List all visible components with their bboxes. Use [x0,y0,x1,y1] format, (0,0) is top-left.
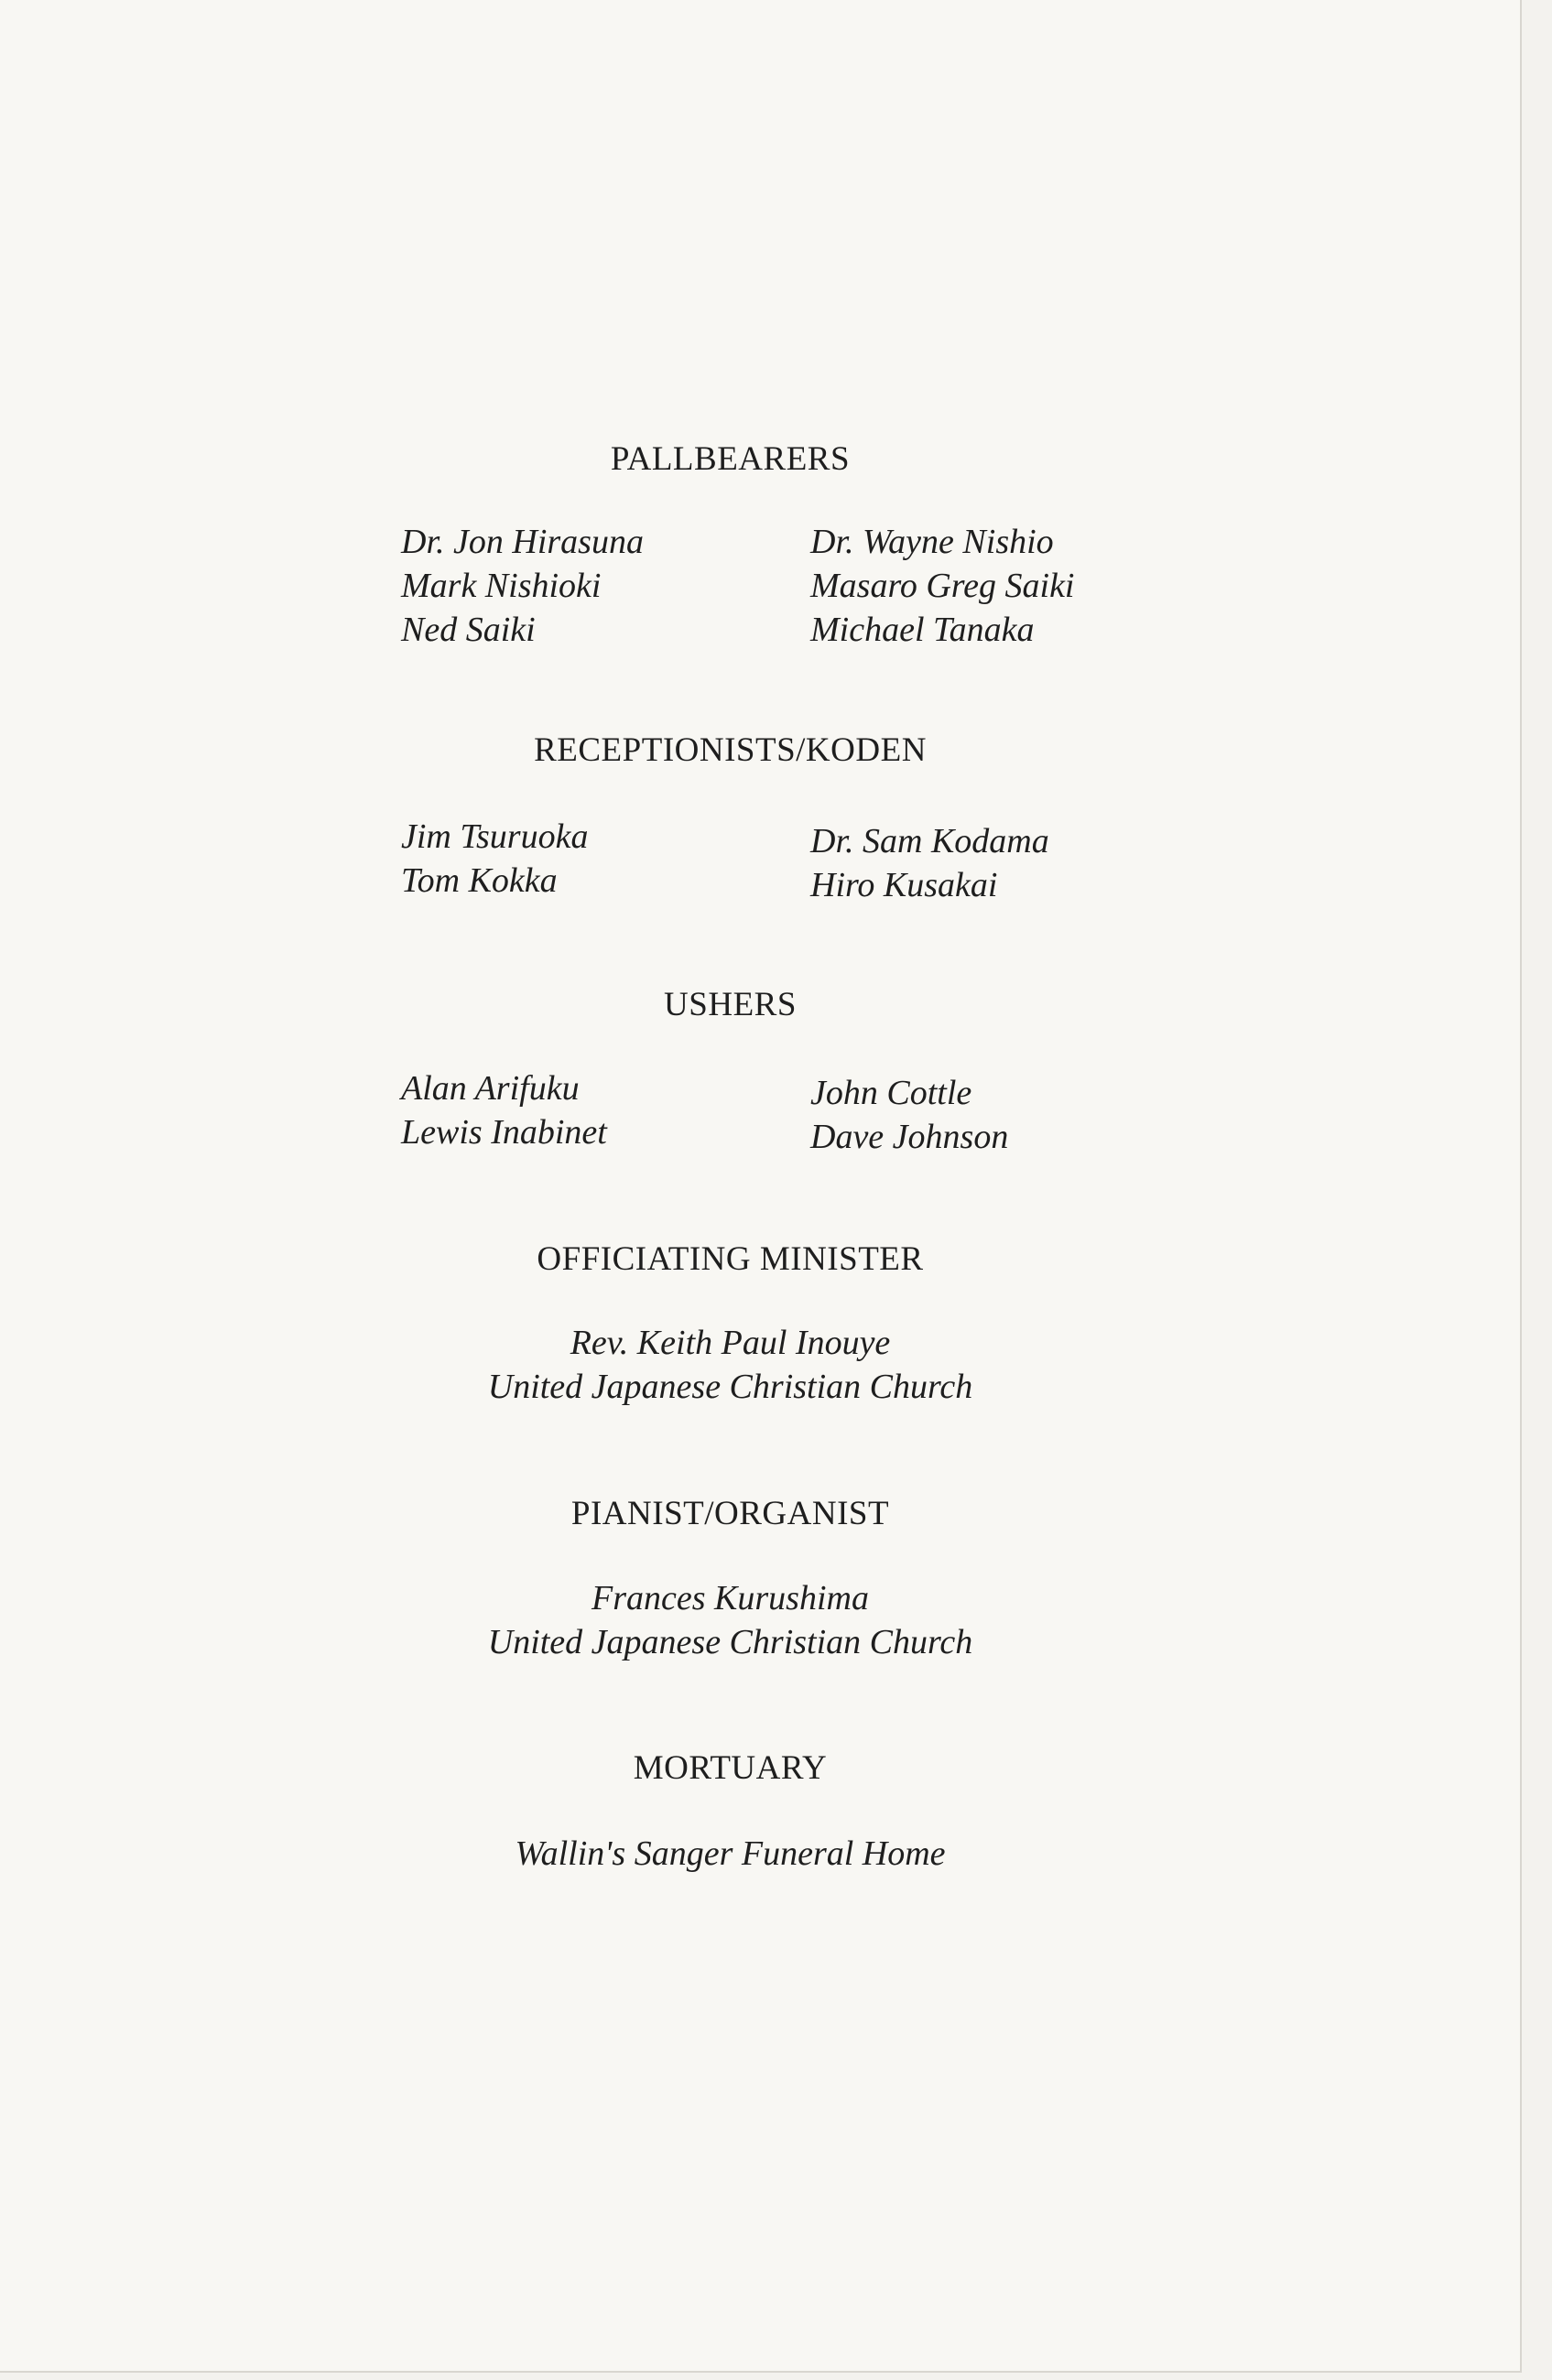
usher-name: Lewis Inabinet [401,1113,607,1152]
minister-name: Rev. Keith Paul Inouye [570,1324,891,1362]
receptionist-name: Tom Kokka [401,861,558,900]
pianist-organist-heading: PIANIST/ORGANIST [570,1495,890,1532]
receptionists-heading: RECEPTIONISTS/KODEN [534,731,927,769]
ushers-heading: USHERS [664,986,797,1023]
mortuary-heading: MORTUARY [633,1749,828,1787]
pianist-name: Frances Kurushima [591,1579,869,1617]
mortuary-name: Wallin's Sanger Funeral Home [515,1834,946,1873]
pianist-church: United Japanese Christian Church [487,1623,973,1661]
pallbearer-name: Mark Nishioki [401,567,602,605]
usher-name: Dave Johnson [810,1118,1009,1156]
officiating-minister-heading: OFFICIATING MINISTER [537,1240,924,1278]
pallbearer-name: Michael Tanaka [810,611,1035,649]
receptionist-name: Dr. Sam Kodama [810,822,1049,860]
minister-church: United Japanese Christian Church [487,1368,973,1406]
usher-name: John Cottle [810,1074,972,1112]
pallbearers-heading: PALLBEARERS [610,440,851,478]
pallbearer-name: Dr. Jon Hirasuna [401,523,644,561]
pallbearer-name: Ned Saiki [401,611,536,649]
receptionist-name: Jim Tsuruoka [401,817,589,856]
usher-name: Alan Arifuku [401,1069,580,1108]
pallbearer-name: Dr. Wayne Nishio [810,523,1054,561]
receptionist-name: Hiro Kusakai [810,866,998,904]
pallbearer-name: Masaro Greg Saiki [810,567,1075,605]
